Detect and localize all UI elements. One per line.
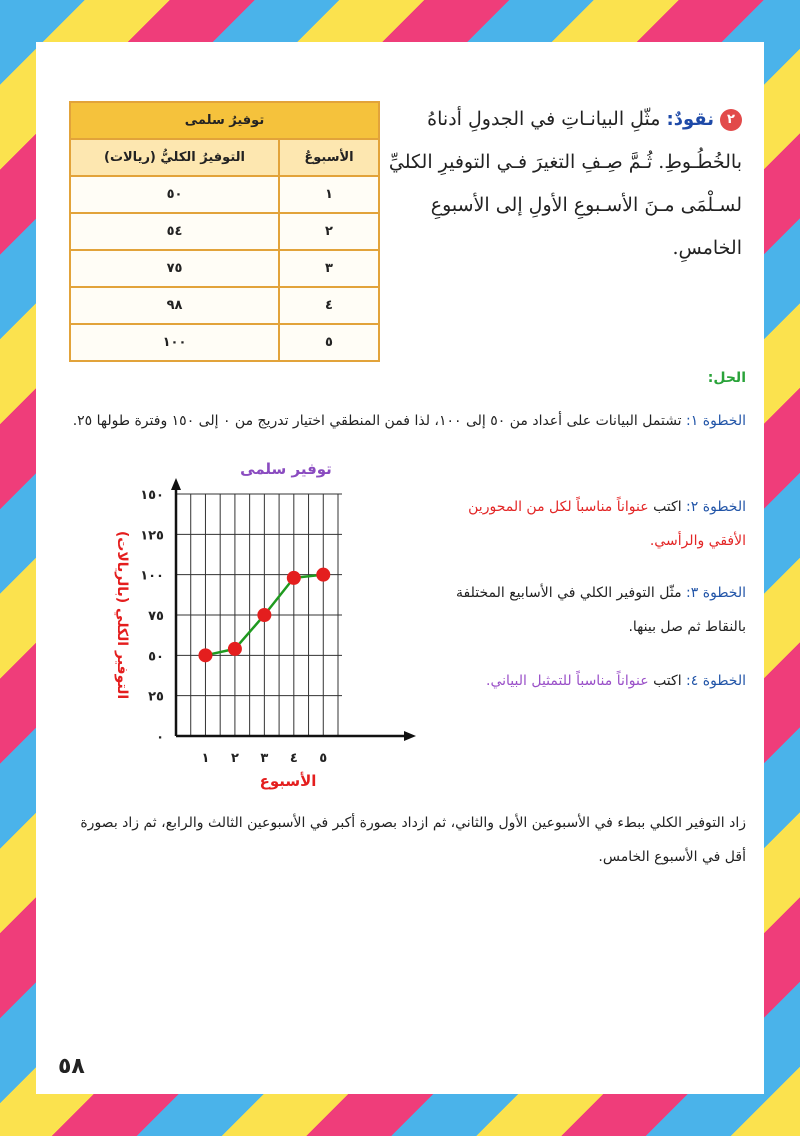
chart-title: توفير سلمى bbox=[240, 460, 332, 478]
y-tick-label: ٠ bbox=[156, 730, 164, 745]
data-point bbox=[287, 571, 301, 585]
y-tick-label: ٧٥ bbox=[148, 609, 164, 624]
cell-week: ٥ bbox=[279, 324, 379, 361]
line-chart bbox=[98, 454, 416, 794]
data-point bbox=[257, 608, 271, 622]
data-point bbox=[198, 648, 212, 662]
problem-statement bbox=[386, 98, 742, 270]
data-point bbox=[228, 642, 242, 656]
step-3 bbox=[456, 576, 746, 644]
step-4 bbox=[456, 664, 746, 698]
cell-total: ٧٥ bbox=[70, 250, 279, 287]
cell-week: ٢ bbox=[279, 213, 379, 250]
step-2-highlight: عنواناً مناسباً لكل من المحورين الأفقي والرأسي. bbox=[468, 499, 746, 549]
cell-total: ٥٠ bbox=[70, 176, 279, 213]
x-tick-label: ١ bbox=[201, 751, 210, 766]
problem-lead: نقودٌ: bbox=[666, 109, 714, 130]
step-1 bbox=[56, 404, 746, 438]
page-number: ٥٨ bbox=[58, 1054, 85, 1079]
x-axis-label: الأسبوع bbox=[259, 772, 317, 790]
x-tick-label: ٤ bbox=[289, 751, 298, 766]
cell-week: ٣ bbox=[279, 250, 379, 287]
savings-table bbox=[69, 101, 380, 362]
header-total: التوفيرُ الكليُّ (ريالات) bbox=[70, 139, 279, 176]
cell-total: ٩٨ bbox=[70, 287, 279, 324]
conclusion-text: زاد التوفير الكلي ببطء في الأسبوعين الأول والثاني، ثم ازداد بصورة أكبر في الأسبوعين الثالث والرابع، ثم زاد بصورة أقل في الأسبوع الخامس. bbox=[80, 815, 746, 865]
y-tick-label: ١٥٠ bbox=[140, 488, 164, 503]
header-week: الأسبوعُ bbox=[279, 139, 379, 176]
x-tick-label: ٢ bbox=[230, 751, 239, 766]
cell-week: ٤ bbox=[279, 287, 379, 324]
y-axis-label: التوفير الكلي (بالريالات) bbox=[114, 530, 130, 700]
x-tick-label: ٥ bbox=[319, 751, 328, 766]
step-3-text: مثّل التوفير الكلي في الأسابيع المختلفة بالنقاط ثم صل بينها. bbox=[456, 585, 746, 635]
table-row bbox=[70, 287, 379, 324]
page bbox=[36, 42, 764, 1094]
step-3-label: الخطوة ٣: bbox=[686, 585, 746, 601]
step-2-pre: اكتب bbox=[653, 499, 682, 515]
problem-number-badge: ٢ bbox=[720, 109, 742, 131]
step-4-highlight: عنواناً مناسباً للتمثيل البياني. bbox=[486, 673, 649, 689]
step-2 bbox=[456, 490, 746, 558]
chart-svg bbox=[98, 454, 416, 794]
step-1-label: الخطوة ١: bbox=[686, 413, 746, 429]
cell-total: ١٠٠ bbox=[70, 324, 279, 361]
y-tick-label: ٥٠ bbox=[148, 649, 164, 665]
table-row bbox=[70, 176, 379, 213]
cell-week: ١ bbox=[279, 176, 379, 213]
table-row bbox=[70, 324, 379, 361]
table-row bbox=[70, 250, 379, 287]
problem-text: مثّلِ البيانـاتِ في الجدولِ أدناهُ بالخُطُـوطِ. ثُـمَّ صِـفِ التغيرَ فـي التوفيرِ الكليِّ لسـلْمَى مـنَ الأسـبوعِ الأولِ إلى الأسبوعِ الخامسِ. bbox=[388, 108, 742, 259]
table-title: توفيرُ سلمى bbox=[70, 102, 379, 139]
step-4-label: الخطوة ٤: bbox=[686, 673, 746, 689]
cell-total: ٥٤ bbox=[70, 213, 279, 250]
solution-label: الحل: bbox=[707, 370, 746, 386]
step-2-label: الخطوة ٢: bbox=[686, 499, 746, 515]
x-tick-label: ٣ bbox=[260, 751, 269, 766]
table-row bbox=[70, 213, 379, 250]
data-point bbox=[316, 568, 330, 582]
step-4-pre: اكتب bbox=[653, 673, 682, 689]
step-1-text: تشتمل البيانات على أعداد من ٥٠ إلى ١٠٠، لذا فمن المنطقي اختيار تدريج من ٠ إلى ١٥٠ وفترة طولها ٢٥. bbox=[72, 413, 682, 429]
y-tick-label: ١٠٠ bbox=[140, 568, 164, 584]
y-tick-label: ١٢٥ bbox=[140, 528, 164, 544]
y-tick-label: ٢٥ bbox=[148, 689, 164, 705]
